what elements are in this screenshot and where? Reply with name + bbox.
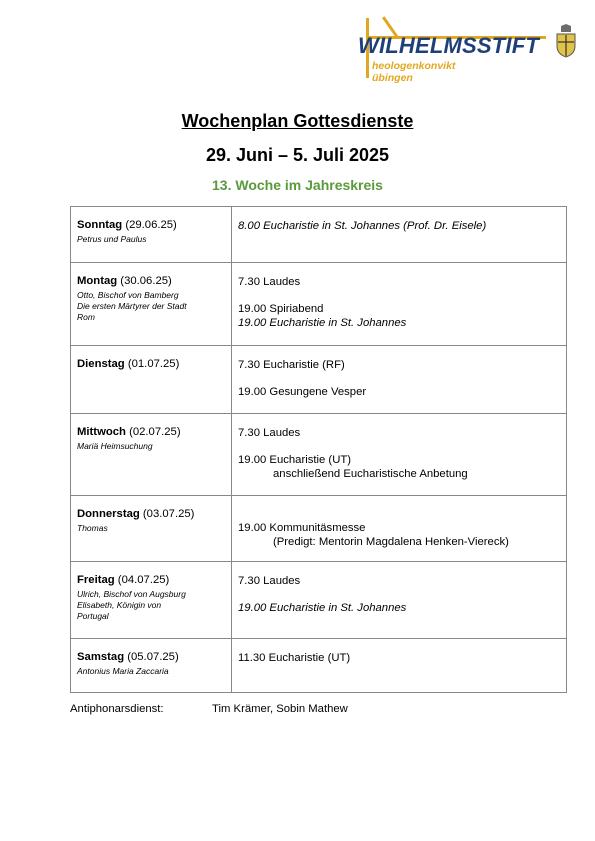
page-title: Wochenplan Gottesdienste [181, 111, 414, 131]
saint-line: Die ersten Märtyrer der Stadt [77, 301, 187, 311]
service-line: 7.30 Laudes [238, 276, 301, 288]
day-name: Montag [77, 275, 118, 287]
table-row [71, 639, 567, 693]
services-cell [232, 562, 567, 639]
service-line: 11.30 Eucharistie (UT) [238, 652, 351, 664]
logo-subtitle-1: heologenkonvikt [372, 60, 456, 72]
service-line: anschließend Eucharistische Anbetung [273, 468, 468, 480]
service-line: 19.00 Eucharistie in St. Johannes [238, 602, 407, 614]
saint-line: Rom [77, 312, 95, 322]
feast-saints [77, 523, 225, 534]
table-row [71, 207, 567, 263]
feast-saints [77, 290, 225, 323]
day-date: (30.06.25) [117, 275, 172, 287]
day-heading [77, 574, 225, 586]
service-line: 7.30 Eucharistie (RF) [238, 359, 345, 371]
logo-name: WILHELMSSTIFT [358, 33, 540, 58]
feast-saints [77, 589, 225, 622]
saint-line: Antonius Maria Zaccaria [77, 666, 169, 676]
day-date: (03.07.25) [139, 508, 195, 520]
services-cell [232, 496, 567, 562]
spacer [238, 440, 560, 453]
services-cell [232, 639, 567, 693]
saint-line: Thomas [77, 523, 108, 533]
day-heading [77, 426, 225, 438]
day-heading [77, 358, 225, 370]
day-cell [71, 207, 232, 263]
day-name: Freitag [77, 574, 115, 586]
day-date: (04.07.25) [114, 574, 170, 586]
day-heading [77, 275, 225, 287]
service-line: 19.00 Gesungene Vesper [238, 386, 367, 398]
footer [70, 703, 348, 715]
service-line: 8.00 Eucharistie in St. Johannes (Prof. Dr. Eisele) [238, 220, 487, 232]
day-name: Sonntag [77, 219, 123, 231]
day-heading [77, 651, 225, 663]
table-row [71, 496, 567, 562]
services-cell [232, 263, 567, 346]
table-row [71, 346, 567, 414]
spacer [238, 508, 560, 521]
service-line: 7.30 Laudes [238, 427, 301, 439]
spacer [238, 289, 560, 302]
table-row [71, 263, 567, 346]
service-line: (Predigt: Mentorin Magdalena Henken-Viereck) [273, 536, 509, 548]
service-line: 19.00 Eucharistie in St. Johannes [238, 317, 407, 329]
feast-saints [77, 666, 225, 677]
service-line: 19.00 Kommunitäsmesse [238, 522, 366, 534]
footer-label: Antiphonarsdienst: [70, 703, 164, 715]
table-row [71, 414, 567, 496]
spacer [238, 372, 560, 385]
day-date: (01.07.25) [124, 358, 180, 370]
day-heading [77, 508, 225, 520]
day-name: Dienstag [77, 358, 125, 370]
services-cell [232, 414, 567, 496]
table-row [71, 562, 567, 639]
day-cell [71, 639, 232, 693]
saint-line: Petrus und Paulus [77, 234, 147, 244]
day-cell [71, 414, 232, 496]
services-cell [232, 207, 567, 263]
liturgical-week: 13. Woche im Jahreskreis [212, 177, 383, 193]
crest-icon [555, 24, 577, 58]
service-line: 19.00 Spiriabend [238, 303, 324, 315]
spacer [238, 588, 560, 601]
day-cell [71, 562, 232, 639]
logo-subtitle-2: übingen [372, 72, 413, 84]
saint-line: Mariä Heimsuchung [77, 441, 153, 451]
day-name: Samstag [77, 651, 125, 663]
day-date: (02.07.25) [125, 426, 181, 438]
saint-line: Portugal [77, 611, 109, 621]
feast-saints [77, 234, 225, 245]
schedule-table [70, 206, 567, 693]
day-date: (05.07.25) [124, 651, 179, 663]
service-line: 7.30 Laudes [238, 575, 301, 587]
saint-line: Elisabeth, Königin von [77, 600, 162, 610]
services-cell [232, 346, 567, 414]
day-cell [71, 346, 232, 414]
day-date: (29.06.25) [122, 219, 177, 231]
day-name: Mittwoch [77, 426, 126, 438]
day-cell [71, 263, 232, 346]
day-cell [71, 496, 232, 562]
day-heading [77, 219, 225, 231]
footer-names: Tim Krämer, Sobin Mathew [212, 703, 348, 715]
saint-line: Otto, Bischof von Bamberg [77, 290, 179, 300]
saint-line: Ulrich, Bischof von Augsburg [77, 589, 186, 599]
logo [352, 14, 584, 84]
date-range: 29. Juni – 5. Juli 2025 [205, 145, 390, 165]
feast-saints [77, 441, 225, 452]
day-name: Donnerstag [77, 508, 140, 520]
service-line: 19.00 Eucharistie (UT) [238, 454, 352, 466]
